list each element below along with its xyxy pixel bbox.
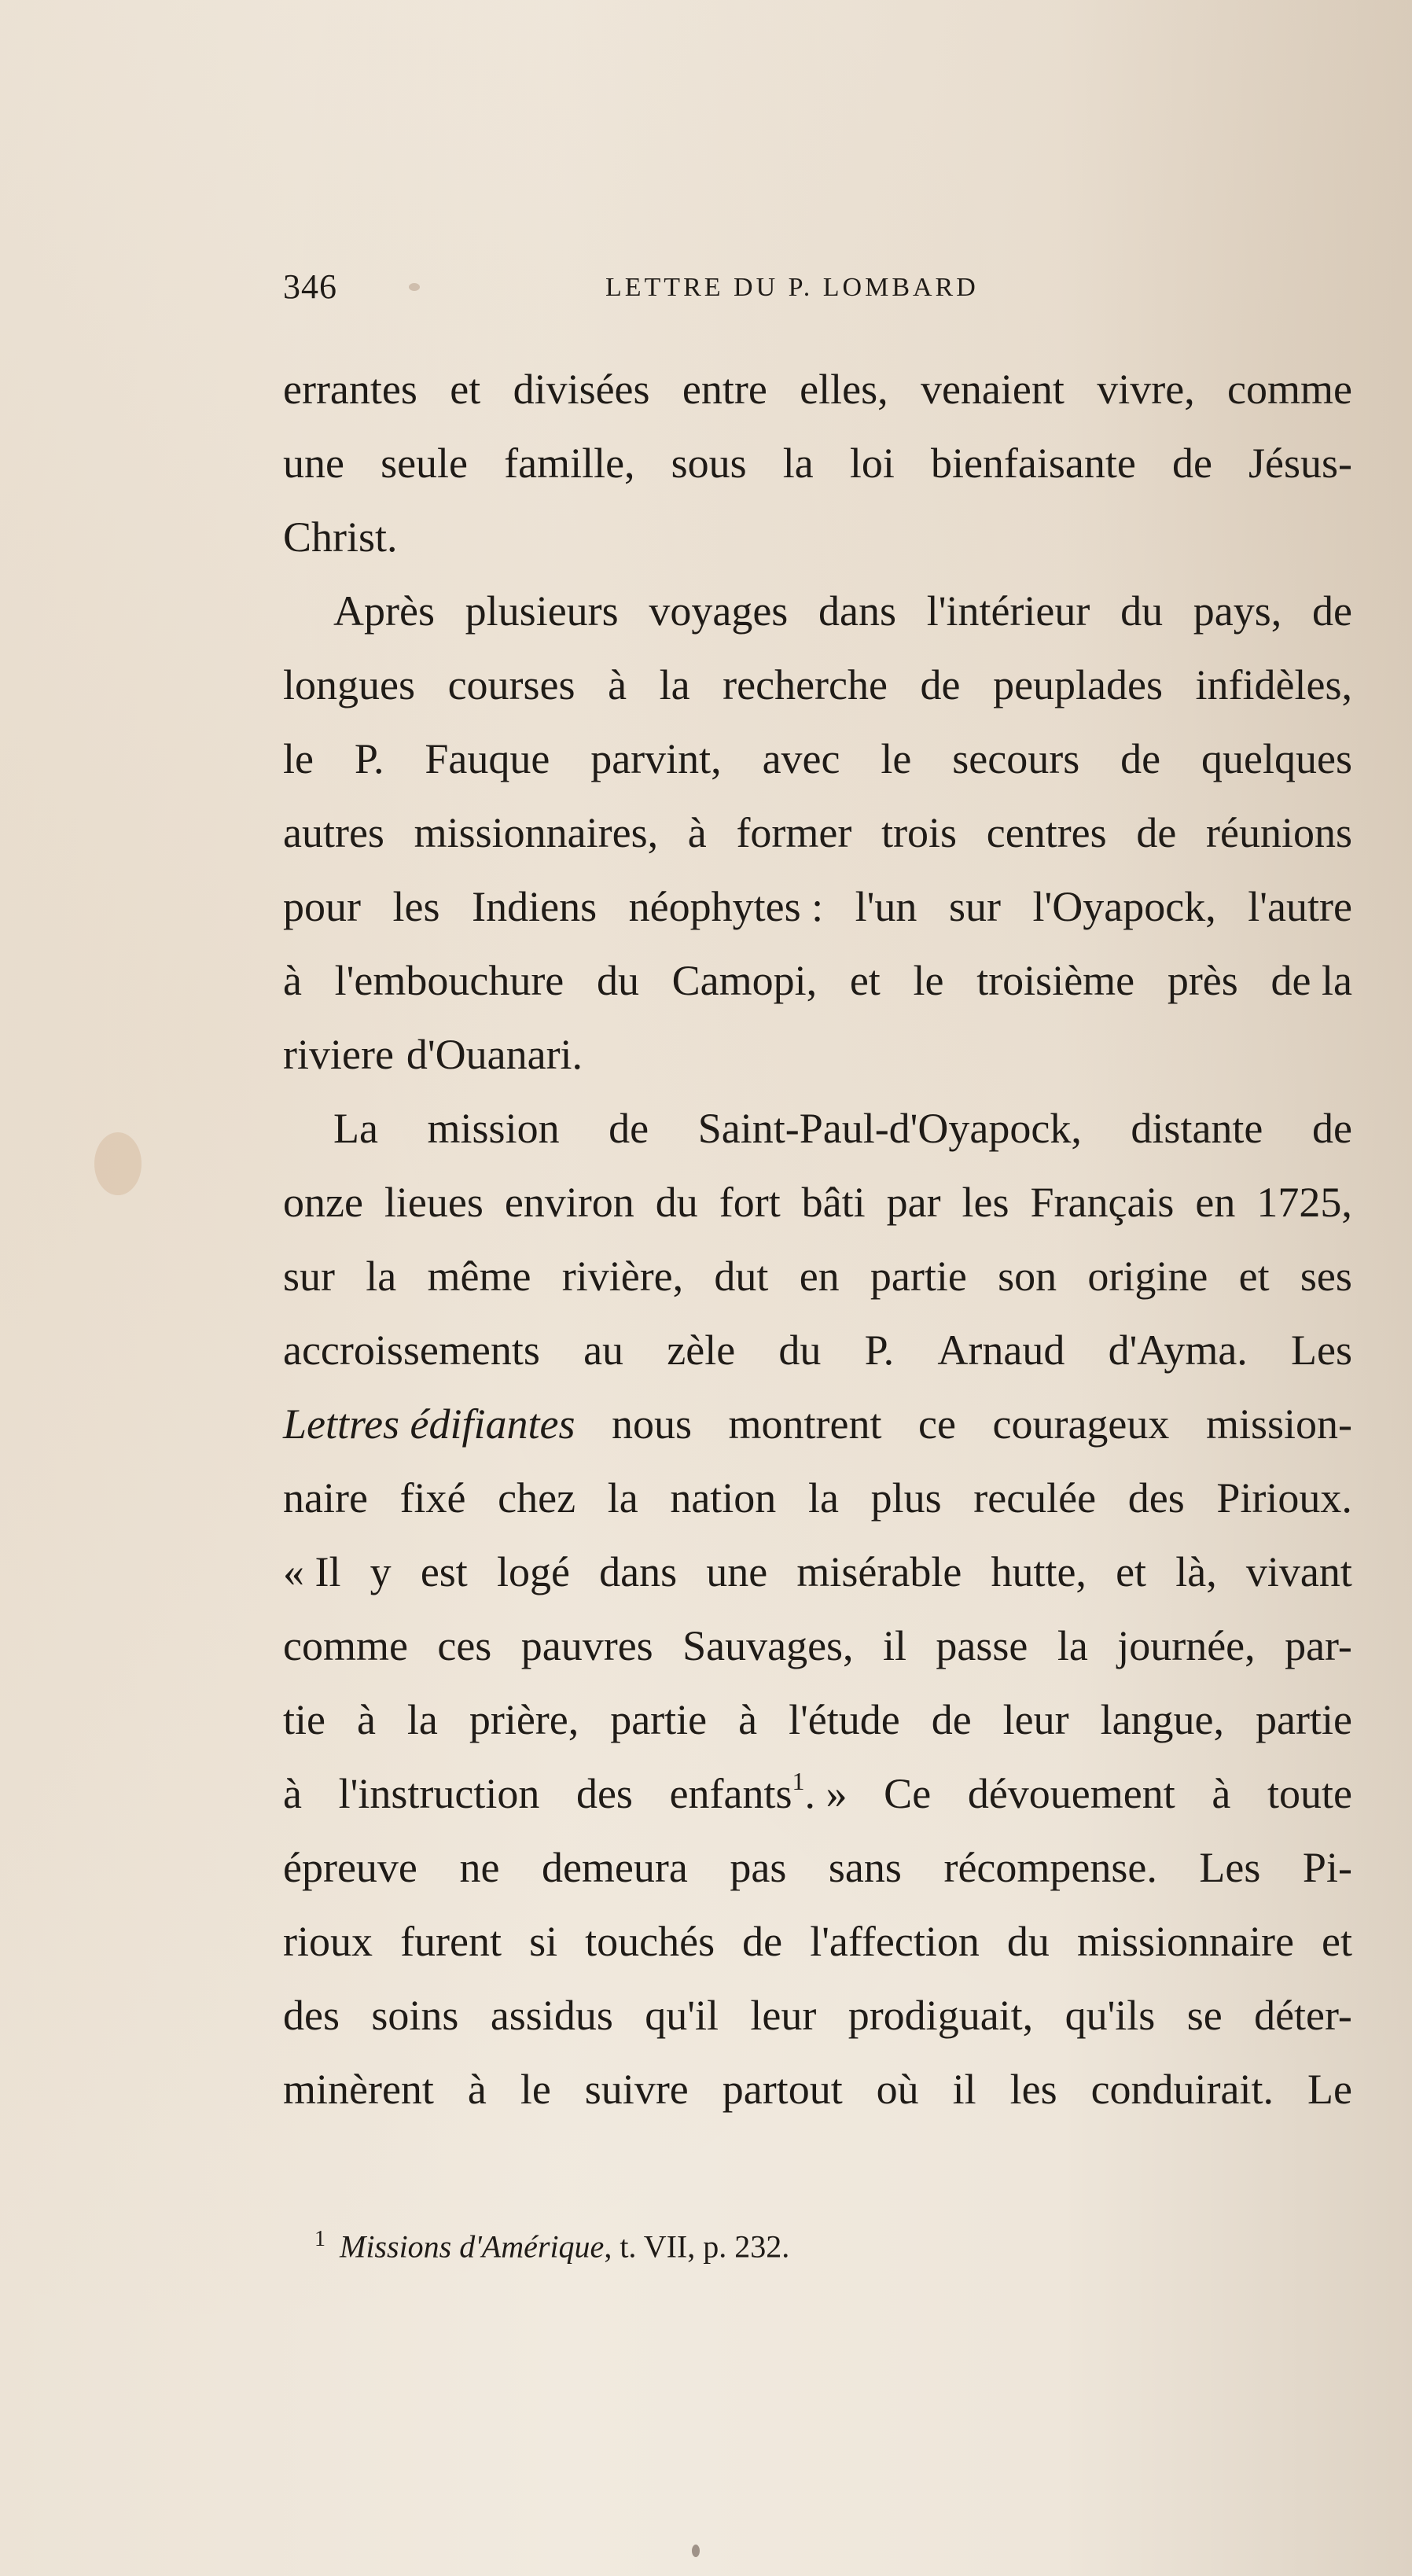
text-line: des soins assidus qu'il leur prodiguait, qu'ils se déter-	[283, 1992, 1352, 2039]
text-line: à l'embouchure du Camopi, et le troisième près de la	[283, 957, 1352, 1004]
text-line: longues courses à la recherche de peuplades infidèles,	[283, 661, 1352, 708]
text-line: comme ces pauvres Sauvages, il passe la journée, par-	[283, 1622, 1352, 1669]
footnote-reference: 1	[792, 1767, 805, 1795]
foxing-stain	[94, 1132, 142, 1195]
book-title: Lettres édifiantes	[283, 1400, 575, 1448]
text-line: accroissements au zèle du P. Arnaud d'Ayma. Les	[283, 1327, 1352, 1374]
text-line: « Il y est logé dans une misérable hutte, et là, vivant	[283, 1548, 1352, 1595]
text-line: riviere d'Ouanari.	[283, 1031, 583, 1078]
text-line: à l'instruction des enfants$^1$. » Ce dévouement à toute	[283, 1767, 1352, 1817]
text-line: le P. Fauque parvint, avec le secours de quelques	[283, 735, 1352, 782]
text-line: onze lieues environ du fort bâti par les Français en 1725,	[283, 1179, 1352, 1226]
text-line: une seule famille, sous la loi bienfaisante de Jésus-	[283, 440, 1352, 487]
body-text	[283, 352, 1352, 2126]
text-line: rioux furent si touchés de l'affection du missionnaire et	[283, 1918, 1352, 1965]
footnote	[314, 2217, 1337, 2269]
ink-speck	[692, 2545, 700, 2557]
page-header	[283, 267, 1337, 307]
text-line: sur la même rivière, dut en partie son origine et ses	[283, 1253, 1352, 1300]
page-number: 346	[283, 267, 337, 306]
footnote-mark: 1	[314, 2227, 325, 2251]
text-line: errantes et divisées entre elles, venaient vivre, comme	[283, 366, 1352, 413]
running-title: LETTRE DU P. LOMBARD	[605, 273, 979, 302]
paragraph-start-line: La mission de Saint-Paul-d'Oyapock, distante de	[333, 1105, 1352, 1152]
text-line: autres missionnaires, à former trois centres de réunions	[283, 809, 1352, 856]
text-line: naire fixé chez la nation la plus reculée des Pirioux.	[283, 1474, 1352, 1522]
text-line: minèrent à le suivre partout où il les conduirait. Le	[283, 2066, 1352, 2113]
text-line: Lettres édifiantes nous montrent ce courageux mission-	[283, 1387, 1352, 1461]
footnote-book-title: Missions d'Amérique	[340, 2228, 605, 2265]
paragraph-start-line: Après plusieurs voyages dans l'intérieur du pays, de	[333, 587, 1352, 635]
text-line: Christ.	[283, 513, 398, 561]
text-line: épreuve ne demeura pas sans récompense. Les Pi-	[283, 1844, 1352, 1891]
text-line: tie à la prière, partie à l'étude de leur langue, partie	[283, 1696, 1352, 1743]
footnote-reference-text: , t. VII, p. 232.	[604, 2228, 790, 2265]
text-line: pour les Indiens néophytes : l'un sur l'Oyapock, l'autre	[283, 883, 1352, 930]
